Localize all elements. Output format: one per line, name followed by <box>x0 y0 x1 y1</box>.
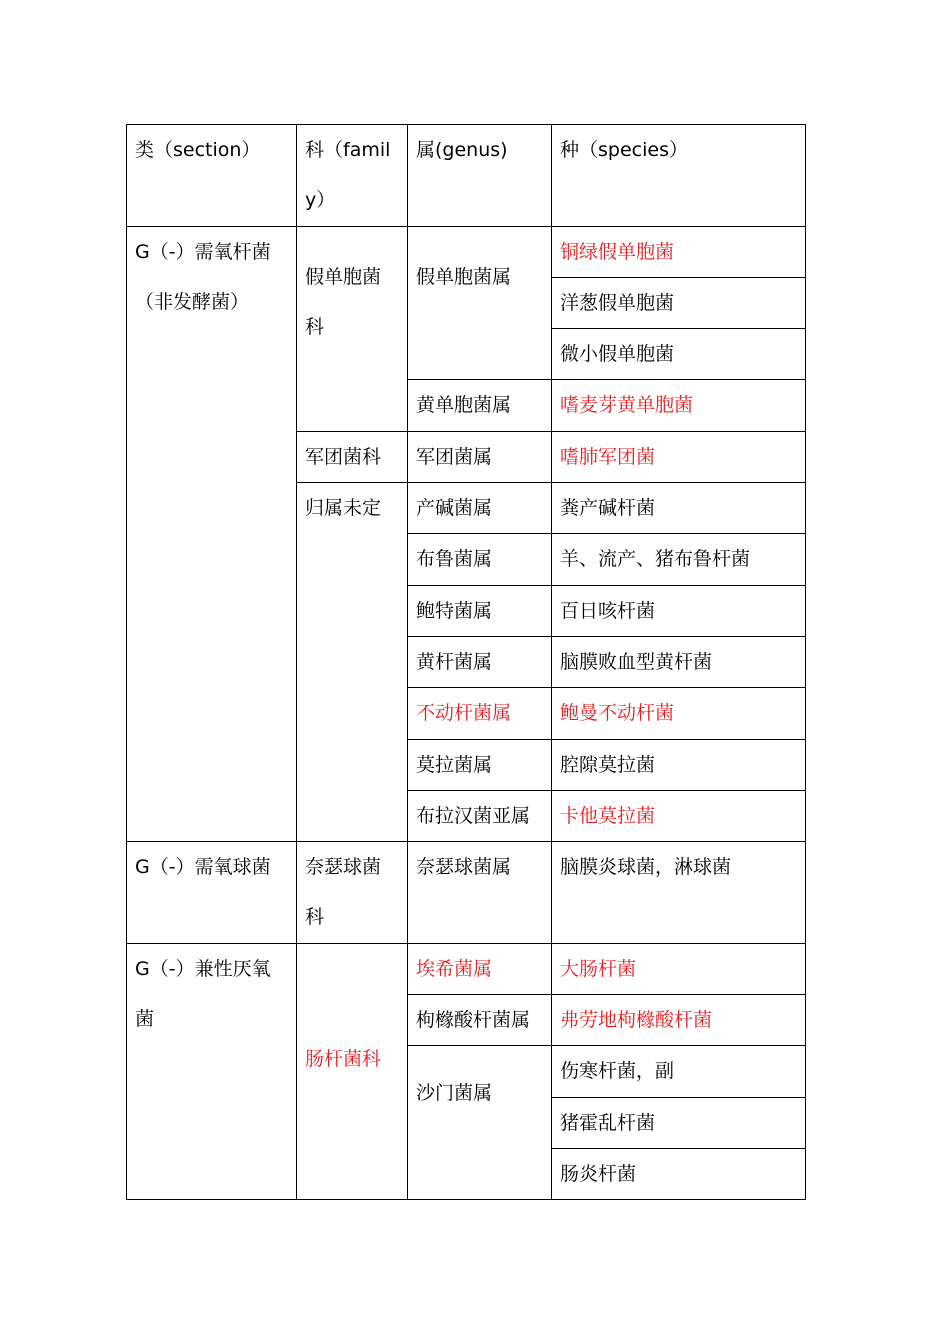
species-cell: 猪霍乱杆菌 <box>552 1097 806 1148</box>
genus-cell: 黄杆菌属 <box>408 636 552 687</box>
table-row <box>127 842 806 944</box>
genus-cell: 军团菌属 <box>408 431 552 482</box>
section-cell: G（-）需氧杆菌（非发酵菌） <box>127 226 297 842</box>
genus-cell: 沙门菌属 <box>408 1046 552 1200</box>
species-cell: 肠炎杆菌 <box>552 1148 806 1199</box>
header-genus: 属(genus) <box>408 125 552 227</box>
species-cell: 百日咳杆菌 <box>552 585 806 636</box>
table-row <box>127 226 806 277</box>
genus-cell: 布鲁菌属 <box>408 534 552 585</box>
species-cell: 洋葱假单胞菌 <box>552 277 806 328</box>
table-row <box>127 943 806 994</box>
genus-cell: 不动杆菌属 <box>408 688 552 739</box>
species-cell: 伤寒杆菌，副 <box>552 1046 806 1097</box>
genus-cell: 布拉汉菌亚属 <box>408 790 552 841</box>
genus-cell: 埃希菌属 <box>408 943 552 994</box>
species-cell: 鲍曼不动杆菌 <box>552 688 806 739</box>
species-cell: 铜绿假单胞菌 <box>552 226 806 277</box>
genus-cell: 黄单胞菌属 <box>408 380 552 431</box>
species-cell: 微小假单胞菌 <box>552 329 806 380</box>
species-cell: 嗜肺军团菌 <box>552 431 806 482</box>
family-cell: 奈瑟球菌科 <box>297 842 408 944</box>
taxonomy-table <box>126 124 806 1200</box>
header-species: 种（species） <box>552 125 806 227</box>
genus-cell: 鲍特菌属 <box>408 585 552 636</box>
family-cell: 归属未定 <box>297 483 408 842</box>
genus-cell: 莫拉菌属 <box>408 739 552 790</box>
genus-cell: 产碱菌属 <box>408 483 552 534</box>
species-cell: 大肠杆菌 <box>552 943 806 994</box>
species-cell: 腔隙莫拉菌 <box>552 739 806 790</box>
species-cell: 卡他莫拉菌 <box>552 790 806 841</box>
header-row <box>127 125 806 227</box>
species-cell: 脑膜炎球菌，淋球菌 <box>552 842 806 944</box>
family-cell: 军团菌科 <box>297 431 408 482</box>
species-cell: 脑膜败血型黄杆菌 <box>552 636 806 687</box>
genus-cell: 假单胞菌属 <box>408 226 552 380</box>
section-cell: G（-）需氧球菌 <box>127 842 297 944</box>
species-cell: 羊、流产、猪布鲁杆菌 <box>552 534 806 585</box>
species-cell: 嗜麦芽黄单胞菌 <box>552 380 806 431</box>
section-cell: G（-）兼性厌氧菌 <box>127 943 297 1199</box>
family-cell: 肠杆菌科 <box>297 943 408 1199</box>
genus-cell: 奈瑟球菌属 <box>408 842 552 944</box>
header-family: 科（family） <box>297 125 408 227</box>
species-cell: 弗劳地枸橼酸杆菌 <box>552 995 806 1046</box>
family-cell: 假单胞菌科 <box>297 226 408 431</box>
header-section: 类（section） <box>127 125 297 227</box>
species-cell: 粪产碱杆菌 <box>552 483 806 534</box>
genus-cell: 枸橼酸杆菌属 <box>408 995 552 1046</box>
